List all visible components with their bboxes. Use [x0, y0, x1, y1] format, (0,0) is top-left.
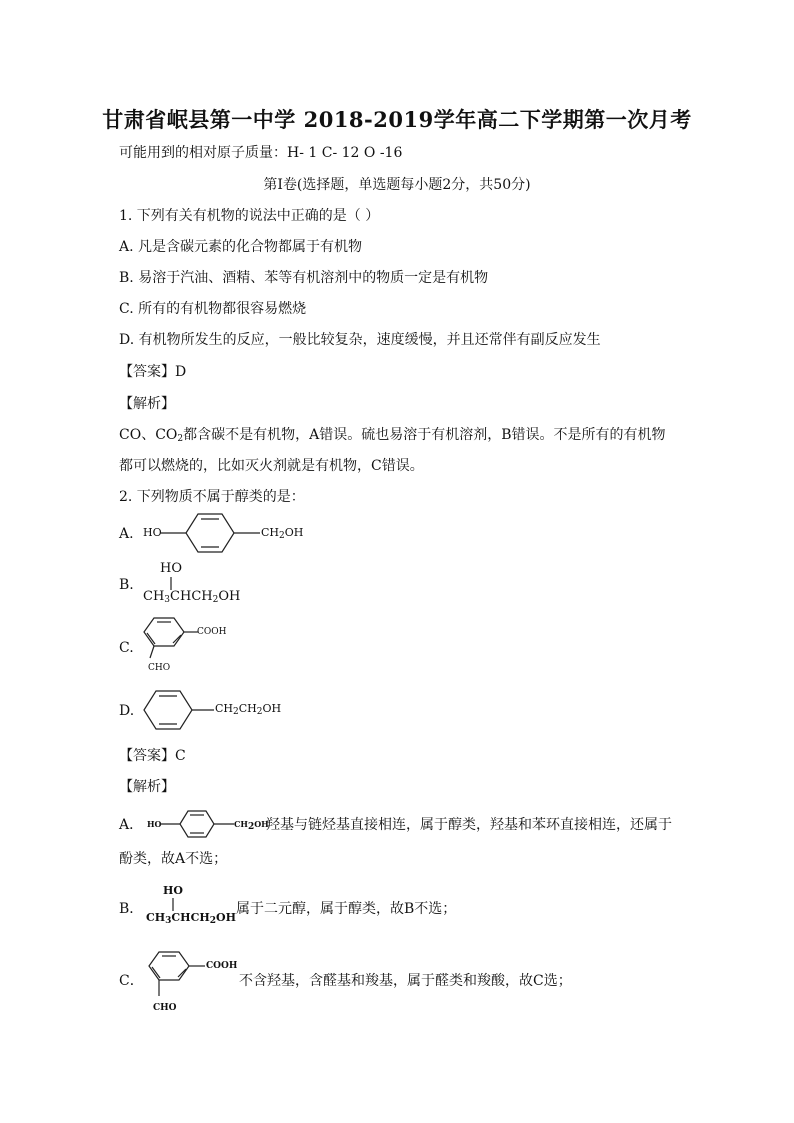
q2-analysis-a-text: 羟基与链烃基直接相连，属于醇类，羟基和苯环直接相连，还属于	[266, 817, 672, 833]
mol-a-ho: HO	[143, 526, 162, 539]
q2-stem: 2. 下列物质不属于醇类的是：	[119, 489, 305, 505]
q2-analysis-c-text: 不含羟基，含醛基和羧基，属于醛类和羧酸，故C选；	[239, 973, 572, 989]
mol-a-small-ho: HO	[147, 819, 162, 829]
mol-b-chain: $CH_3CHCH_2OH$	[143, 589, 241, 605]
mol-c-small-cooh: COOH	[206, 961, 238, 971]
q1-analysis-line1: CO、$CO_2$都含碳不是有机物，A错误。硫也易溶于有机溶剂，B错误。不是所有的有机物	[119, 427, 666, 444]
q2-option-c-label: C.	[119, 640, 134, 656]
mol-a-small-ch2oh: $CH_2OH$	[234, 819, 269, 832]
mol-d-structure	[140, 687, 220, 733]
q2-analysis-a-label: A．	[119, 817, 144, 833]
mol-b-small-bond	[168, 898, 178, 912]
q2-analysis-label: 【解析】	[119, 779, 175, 795]
q1-option-b: B. 易溶于汽油、酒精、苯等有机溶剂中的物质一定是有机物	[119, 270, 489, 286]
mol-c-cooh: COOH	[197, 627, 227, 637]
q2-analysis-a-text2: 酚类，故A不选；	[119, 851, 228, 867]
bond	[150, 646, 154, 658]
q2-option-d-label: D.	[119, 703, 135, 719]
q1-option-d: D. 有机物所发生的反应，一般比较复杂，速度缓慢，并且还常伴有副反应发生	[119, 332, 601, 348]
benzene-ring	[144, 691, 192, 729]
q2-analysis-b-text: 属于二元醇，属于醇类，故B不选；	[236, 901, 457, 917]
mol-b-small-chain: $CH_3CHCH_2OH$	[146, 911, 236, 926]
atomic-masses-note: 可能用到的相对原子质量：H- 1 C- 12 O -16	[119, 145, 403, 161]
q2-option-b-label: B.	[119, 577, 134, 593]
q2-analysis-b-label: B．	[119, 901, 144, 917]
q1-analysis-label: 【解析】	[119, 396, 175, 412]
benzene-ring	[186, 514, 234, 552]
mol-b-ho: HO	[160, 561, 182, 576]
mol-c-small-structure	[143, 948, 223, 1008]
q1-option-a: A. 凡是含碳元素的化合物都属于有机物	[119, 239, 363, 255]
q2-analysis-c-label: C．	[119, 973, 144, 989]
page-title: 甘肃省岷县第一中学 2018-2019学年高二下学期第一次月考	[102, 107, 692, 132]
q1-stem: 1. 下列有关有机物的说法中正确的是（ ）	[119, 208, 380, 224]
mol-c-cho: CHO	[148, 663, 171, 673]
mol-a-structure	[160, 510, 270, 556]
q2-option-a-label: A.	[119, 526, 134, 542]
mol-a-small-structure	[160, 808, 240, 840]
q1-option-c: C. 所有的有机物都很容易燃烧	[119, 301, 307, 317]
q1-analysis-line2: 都可以燃烧的，比如灭火剂就是有机物，C错误。	[119, 458, 424, 474]
section-heading: 第I卷(选择题，单选题每小题2分，共50分)	[263, 177, 531, 193]
mol-d-chain: $CH_2CH_2OH$	[215, 702, 282, 717]
mol-c-small-cho: CHO	[153, 1003, 177, 1013]
q1-answer: 【答案】D	[119, 364, 187, 380]
mol-b-small-ho: HO	[163, 884, 183, 897]
mol-a-ch2oh: $CH_2OH$	[261, 526, 304, 541]
q2-answer: 【答案】C	[119, 748, 186, 764]
